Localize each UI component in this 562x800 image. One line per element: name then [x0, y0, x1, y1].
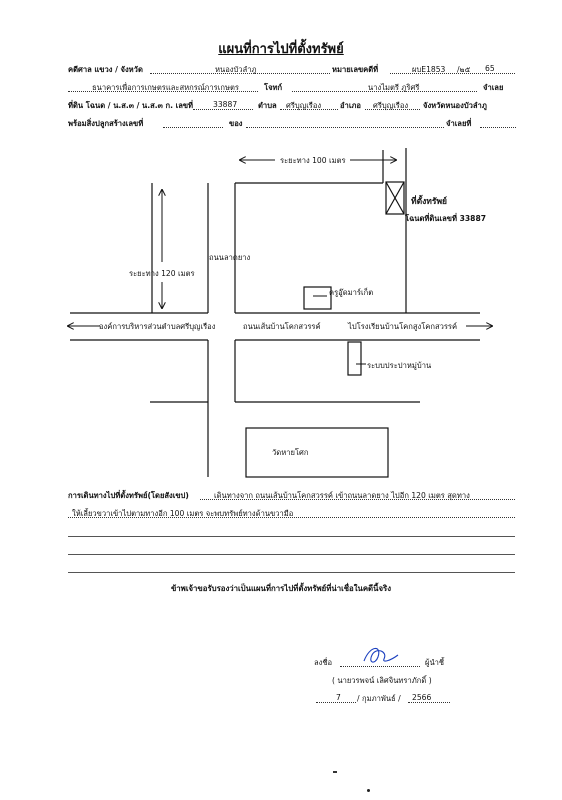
- land-value: 33887: [213, 100, 238, 109]
- market-label: ครูอู๊ดมาร์เก็ต: [329, 288, 374, 297]
- deed-label: โฉนดที่ดินเลขที่ 33887: [405, 214, 487, 223]
- directions-line2: ให้เลี้ยวขวาเข้าไปตามทางอีก 100 เมตร จะพบทรัพย์ทางด้านขวามือ: [72, 509, 294, 518]
- temple-label: วัดหายโศก: [272, 448, 309, 457]
- case-no: /๒๕: [457, 65, 471, 74]
- concrete-road-label: ถนนลาดยาง: [209, 253, 251, 262]
- distance-120-label: ระยะทาง 120 เมตร: [129, 269, 195, 278]
- defendant-no-label: จำเลยที่: [446, 119, 472, 128]
- district-label: อำเภอ: [340, 101, 361, 110]
- court-label: คดีศาล แขวง / จังหวัด: [68, 65, 143, 74]
- property-label: ที่ตั้งทรัพย์: [411, 197, 448, 207]
- water-system-label: ระบบประปาหมู่บ้าน: [367, 361, 432, 370]
- scan-speck-2: [367, 789, 370, 792]
- main-road-label: ถนนเส้นบ้านโคกสวรรค์: [243, 322, 321, 331]
- sao-label: องค์การบริหารส่วนตำบลศรีบุญเรือง: [99, 322, 216, 331]
- scan-speck: [333, 771, 337, 773]
- distance-100-label: ระยะทาง 100 เมตร: [280, 156, 346, 165]
- signer-role: ผู้นำชี้: [425, 658, 445, 667]
- page-title: แผนที่การไปที่ตั้งทรัพย์: [218, 42, 344, 57]
- subdistrict-value: ศรีบุญเรือง: [286, 101, 322, 110]
- plaintiff-label: โจทก์: [264, 83, 283, 92]
- court-value: หนองบัวลำภู: [215, 65, 257, 74]
- land-label: ที่ดิน โฉนด / น.ส.๓ / น.ส.๓ ก. เลขที่: [68, 101, 194, 110]
- signature-mark: [360, 643, 404, 669]
- defendant-label: จำเลย: [483, 83, 504, 92]
- directions-label: การเดินทางไปที่ตั้งทรัพย์(โดยสังเขป): [68, 491, 189, 500]
- district-value: ศรีบุญเรือง: [373, 101, 409, 110]
- sign-year: 2566: [412, 693, 432, 702]
- school-label: ไปโรงเรียนบ้านโคกสูงโคกสวรรค์: [348, 322, 458, 331]
- certify-statement: ข้าพเจ้าขอรับรองว่าเป็นแผนที่การไปที่ตั้งทรัพย์ที่น่าเชื่อในคดีนี้จริง: [170, 584, 392, 593]
- directions-line1: เดินทางจาก ถนนเส้นบ้านโคกสวรรค์ เข้าถนนลาดยาง ไปอีก 120 เมตร สุดทาง: [214, 491, 470, 500]
- case-label: หมายเลขคดีที่: [332, 65, 379, 74]
- province-label: จังหวัดหนองบัวลำภู: [423, 101, 487, 110]
- of-label: ของ: [229, 119, 243, 128]
- sign-month: / กุมภาพันธ์ /: [357, 694, 401, 703]
- plaintiff-value: ธนาคารเพื่อการเกษตรและสหกรณ์การเกษตร: [92, 83, 239, 92]
- sign-label: ลงชื่อ: [314, 658, 333, 667]
- case-year: 65: [485, 64, 495, 73]
- signer-name: ( นายวรพจน์ เลิศจินทราภักดิ์ ): [332, 676, 432, 685]
- subdistrict-label: ตำบล: [258, 101, 277, 110]
- defendant-value: นางไมตรี ภูริศรี: [368, 83, 420, 92]
- building-label: พร้อมสิ่งปลูกสร้างเลขที่: [68, 119, 144, 128]
- case-value: ผบE1853: [412, 65, 446, 74]
- sign-day: 7: [336, 693, 341, 702]
